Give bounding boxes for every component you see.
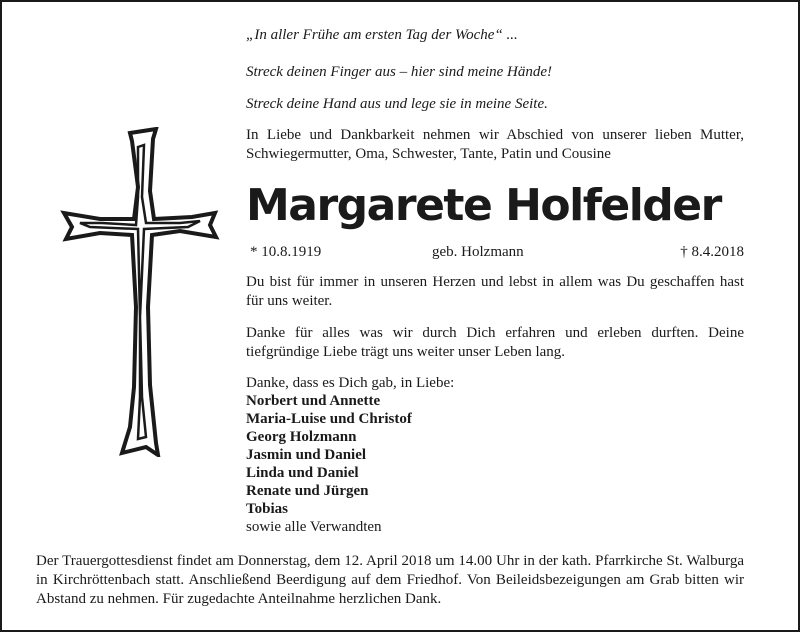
mourner-name: Renate und Jürgen [246,483,369,499]
bible-quote-3: Streck deine Hand aus und lege sie in meine Seite. [246,96,548,112]
deceased-name: Margarete Holfelder [246,180,721,231]
message-paragraph-1: Du bist für immer in unseren Herzen und lebst in allem was Du geschaffen hast für uns weiter. [246,274,744,309]
funeral-service-info: Der Trauergottesdienst findet am Donnerstag, dem 12. April 2018 um 14.00 Uhr in der kath. Pfarrkirche St. Walburga in Kirchröttenbach statt. Anschließend Beerdigung auf dem Friedhof. Von Beileidsbezeigungen am Grab bitten wir Abstand zu nehmen. Für zugedachte Anteilnahme herzlichen Dank. [36,553,744,607]
birth-date: * 10.8.1919 [250,244,322,260]
maiden-name: geb. Holzmann [432,244,524,260]
family-closing: sowie alle Verwandten [246,519,382,535]
death-date: † 8.4.2018 [680,244,744,260]
mourner-name: Tobias [246,501,288,517]
family-list [246,374,546,536]
mourner-name: Linda und Daniel [246,465,359,481]
farewell-intro: In Liebe und Dankbarkeit nehmen wir Abschied von unserer lieben Mutter, Schwiegermutter, Oma, Schwester, Tante, Patin und Cousine [246,127,744,162]
cross-icon [60,127,220,457]
mourner-name: Jasmin und Daniel [246,447,367,463]
bible-quote-1: „In aller Frühe am ersten Tag der Woche“ ... [246,27,518,43]
mourner-name: Georg Holzmann [246,429,357,445]
mourner-name: Maria-Luise und Christof [246,411,412,427]
mourner-name: Norbert und Annette [246,393,381,409]
family-lead: Danke, dass es Dich gab, in Liebe: [246,375,455,391]
bible-quote-2: Streck deinen Finger aus – hier sind meine Hände! [246,64,553,80]
message-paragraph-2: Danke für alles was wir durch Dich erfahren und erleben durften. Deine tiefgründige Liebe trägt uns weiter unser Leben lang. [246,325,744,360]
